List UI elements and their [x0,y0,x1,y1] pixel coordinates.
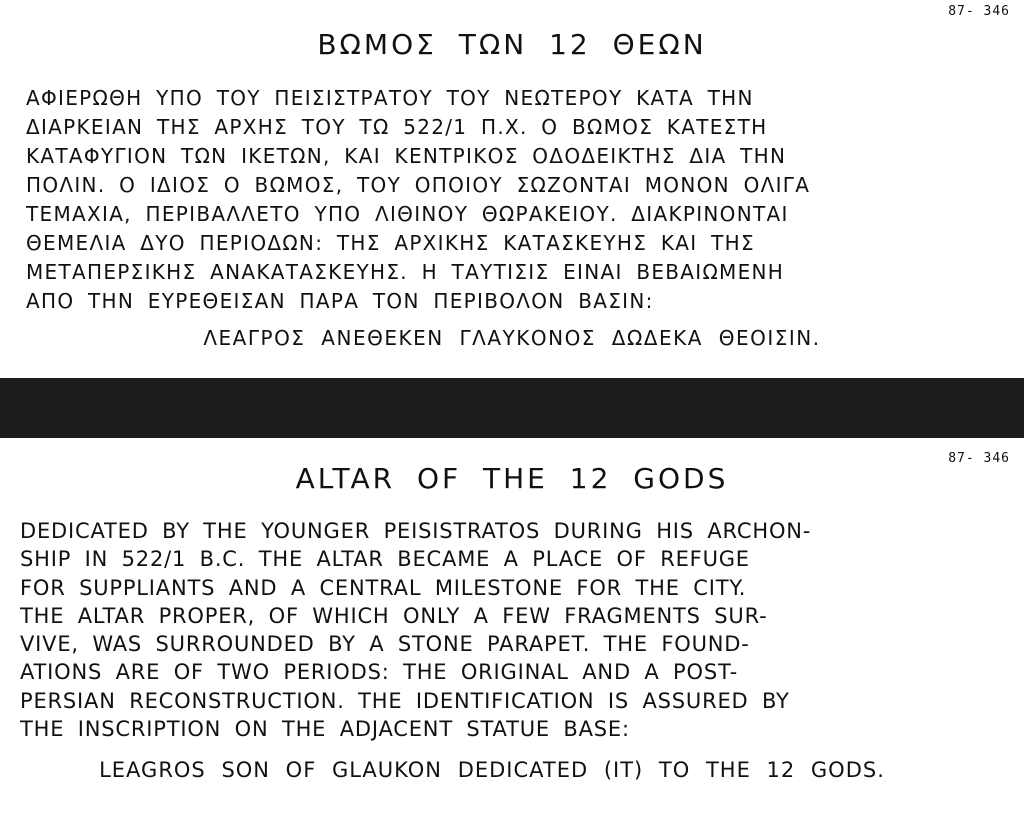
english-body-text [20,517,1000,743]
greek-text-line: ΠΟΛΙΝ. Ο ΙΔΙΟΣ Ο ΒΩΜΟΣ, ΤΟΥ ΟΠΟΙΟΥ ΣΩΖΟΝΤΑΙ ΜΟΝΟΝ ΟΛΙΓΑ [26,173,811,197]
english-text-line: VIVE, WAS SURROUNDED BY A STONE PARAPET. THE FOUND- [20,632,750,657]
catalog-number: 87- 346 [948,451,1010,466]
greek-text-line: ΑΦΙΕΡΩΘΗ ΥΠΟ ΤΟΥ ΠΕΙΣΙΣΤΡΑΤΟΥ ΤΟΥ ΝΕΩΤΕΡΟΥ ΚΑΤΑ ΤΗΝ [26,86,754,110]
english-title: ALTAR OF THE 12 GODS [295,462,729,495]
english-text-line: ATIONS ARE OF TWO PERIODS: THE ORIGINAL AND A POST- [20,660,739,685]
english-label-panel [0,438,1024,814]
greek-text-line: ΘΕΜΕΛΙΑ ΔΥΟ ΠΕΡΙΟΔΩΝ: ΤΗΣ ΑΡΧΙΚΗΣ ΚΑΤΑΣΚΕΥΗΣ ΚΑΙ ΤΗΣ [26,231,755,255]
english-text-line: THE INSCRIPTION ON THE ADJACENT STATUE BASE: [20,717,630,742]
english-text-line: PERSIAN RECONSTRUCTION. THE IDENTIFICATION IS ASSURED BY [20,688,790,713]
english-text-line: THE ALTAR PROPER, OF WHICH ONLY A FEW FRAGMENTS SUR- [20,603,768,628]
greek-text-line: ΚΑΤΑΦΥΓΙΟΝ ΤΩΝ ΙΚΕΤΩΝ, ΚΑΙ ΚΕΝΤΡΙΚΟΣ ΟΔΟΔΕΙΚΤΗΣ ΔΙΑ ΤΗΝ [26,144,787,168]
english-text-line: DEDICATED BY THE YOUNGER PEISISTRATOS DURING HIS ARCHON- [20,519,812,543]
english-text-line: SHIP IN 522/1 B.C. THE ALTAR BECAME A PLACE OF REFUGE [20,547,750,572]
catalog-number: 87- 346 [948,4,1010,19]
greek-text-line: ΔΙΑΡΚΕΙΑΝ ΤΗΣ ΑΡΧΗΣ ΤΟΥ ΤΩ 522/1 Π.Χ. Ο ΒΩΜΟΣ ΚΑΤΕΣΤΗ [26,115,768,139]
greek-text-line: ΤΕΜΑΧΙΑ, ΠΕΡΙΒΑΛΛΕΤΟ ΥΠΟ ΛΙΘΙΝΟΥ ΘΩΡΑΚΕΙΟΥ. ΔΙΑΚΡΙΝΟΝΤΑΙ [26,202,789,226]
greek-label-panel [0,0,1024,378]
english-dedication: LEAGROS SON OF GLAUKON DEDICATED (IT) TO THE 12 GODS. [99,758,885,782]
greek-title: ΒΩΜΟΣ ΤΩΝ 12 ΘΕΩΝ [317,28,707,61]
greek-text-line: ΑΠΟ ΤΗΝ ΕΥΡΕΘΕΙΣΑΝ ΠΑΡΑ ΤΟΝ ΠΕΡΙΒΟΛΟΝ ΒΑΣΙΝ: [26,289,654,313]
greek-dedication: ΛΕΑΓΡΟΣ ΑΝΕΘΕΚΕΝ ΓΛΑΥΚΟΝΟΣ ΔΩΔΕΚΑ ΘΕΟΙΣΙΝ. [203,326,821,350]
greek-text-line: ΜΕΤΑΠΕΡΣΙΚΗΣ ΑΝΑΚΑΤΑΣΚΕΥΗΣ. Η ΤΑΥΤΙΣΙΣ ΕΙΝΑΙ ΒΕΒΑΙΩΜΕΝΗ [26,260,785,284]
english-text-line: FOR SUPPLIANTS AND A CENTRAL MILESTONE FOR THE CITY. [20,575,747,600]
panel-divider [0,378,1024,438]
greek-body-text [26,84,1006,316]
